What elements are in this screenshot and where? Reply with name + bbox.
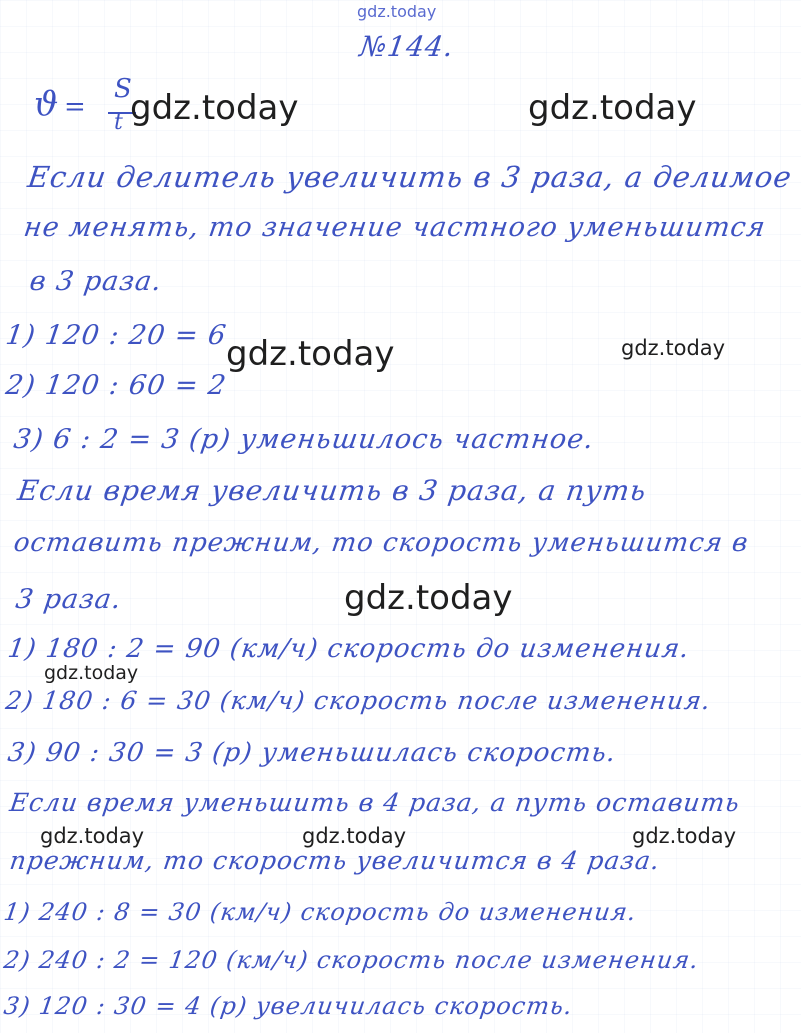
- watermark: gdz.today: [302, 824, 407, 848]
- text-line: прежним, то скорость увеличится в 4 раза.: [7, 846, 663, 875]
- text-line: 3 раза.: [13, 584, 124, 615]
- text-line: оставить прежним, то скорость уменьшится в: [11, 528, 751, 558]
- watermark: gdz.today: [130, 88, 299, 128]
- watermark: gdz.today: [344, 578, 513, 618]
- formula-denominator: t: [114, 110, 123, 135]
- text-line: Если делитель увеличить в 3 раза, а делимое: [25, 160, 795, 194]
- formula-v: ϑ: [34, 84, 59, 124]
- calc-line: 1) 120 : 20 = 6: [3, 320, 229, 351]
- watermark: gdz.today: [621, 336, 726, 360]
- text-line: не менять, то значение частного уменьшится: [21, 212, 768, 243]
- calc-line: 2) 180 : 6 = 30 (км/ч) скорость после изменения.: [3, 686, 713, 715]
- calc-line: 3) 6 : 2 = 3 (р) уменьшилось частное.: [11, 424, 597, 455]
- formula-numerator: S: [114, 74, 132, 104]
- calc-line: 3) 90 : 30 = 3 (р) уменьшилась скорость.: [5, 738, 619, 768]
- text-line: Если время увеличить в 3 раза, а путь: [15, 474, 649, 507]
- task-number: №144.: [357, 30, 457, 63]
- calc-line: 3) 120 : 30 = 4 (р) увеличилась скорость.: [2, 992, 575, 1020]
- text-line: Если время уменьшить в 4 раза, а путь оставить: [7, 788, 743, 817]
- watermark: gdz.today: [44, 662, 139, 684]
- watermark: gdz.today: [40, 824, 145, 848]
- watermark: gdz.today: [528, 88, 697, 128]
- calc-line: 2) 120 : 60 = 2: [3, 370, 229, 401]
- calc-line: 1) 240 : 8 = 30 (км/ч) скорость до изменения.: [2, 898, 639, 926]
- watermark-top: gdz.today: [357, 2, 437, 21]
- watermark: gdz.today: [632, 824, 737, 848]
- watermark: gdz.today: [226, 334, 395, 374]
- formula-equals: =: [64, 92, 86, 122]
- calc-line: 2) 240 : 2 = 120 (км/ч) скорость после изменения.: [2, 946, 701, 974]
- calc-line: 1) 180 : 2 = 90 (км/ч) скорость до изменения.: [5, 634, 692, 664]
- text-line: в 3 раза.: [27, 266, 165, 297]
